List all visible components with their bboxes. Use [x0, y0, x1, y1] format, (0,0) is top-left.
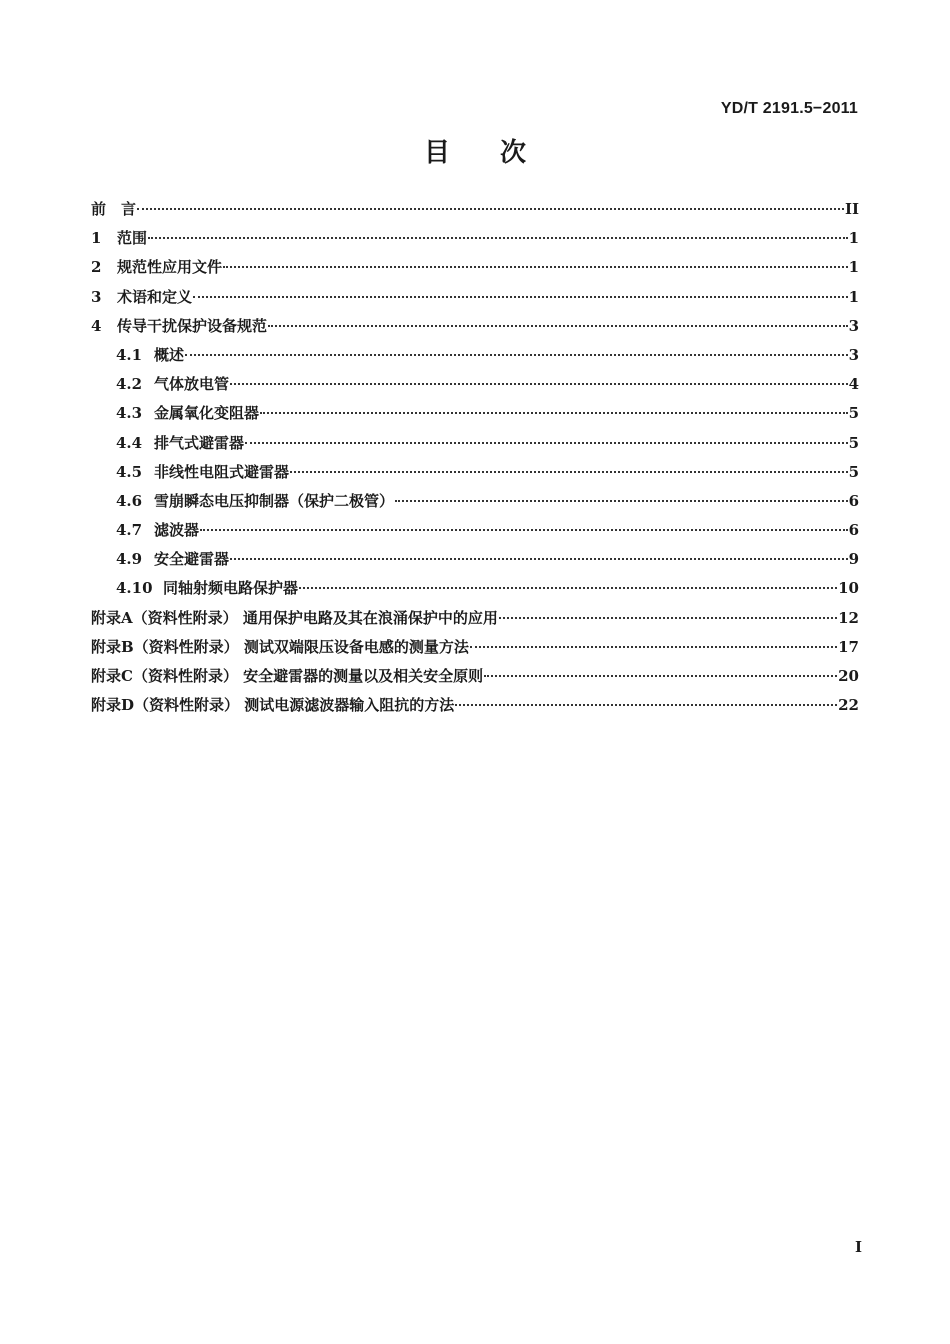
toc-entry-4[interactable]: [91, 315, 859, 344]
toc-leader: [499, 617, 837, 619]
toc-entry-page: 22: [838, 696, 859, 715]
toc-entry-page: 6: [848, 521, 859, 540]
toc-leader: [299, 587, 837, 589]
toc-entry-appendix-b[interactable]: [91, 636, 859, 665]
toc-entry-label: 排气式避雷器: [154, 433, 245, 452]
toc-entry-number: 2: [91, 258, 102, 277]
page-title-char-2: 次: [500, 138, 527, 168]
toc-entry-appendix-d[interactable]: [91, 694, 859, 723]
toc-entry-number: 4.10: [116, 579, 153, 598]
toc-entry-page: 3: [848, 316, 859, 335]
toc-entry-number: 4.9: [116, 550, 143, 569]
toc-entry-number: 4: [91, 316, 102, 335]
page-title-char-1: 目: [423, 138, 450, 168]
toc-entry-page: 17: [838, 637, 859, 656]
toc-entry-4-5[interactable]: [91, 461, 859, 490]
toc-entry-appendix-a[interactable]: [91, 607, 859, 636]
toc-entry-label: 气体放电管: [154, 375, 230, 394]
toc-entry-page: 5: [848, 404, 859, 423]
page-number: I: [854, 1238, 862, 1256]
standard-code: YD/T 2191.5−2011: [720, 100, 858, 117]
toc-entry-label: 附录C（资料性附录） 安全避雷器的测量以及相关安全原则: [91, 667, 484, 685]
toc-leader: [484, 675, 837, 677]
toc-entry-label: 同轴射频电路保护器: [163, 579, 299, 598]
toc-entry-foreword[interactable]: [91, 198, 859, 227]
toc-entry-page: 1: [848, 287, 859, 306]
toc-leader: [290, 471, 848, 473]
toc-entry-label: 附录D（资料性附录） 测试电源滤波器输入阻抗的方法: [91, 696, 455, 715]
toc-leader: [223, 266, 848, 268]
toc-entry-4-6[interactable]: [91, 490, 859, 519]
toc-entry-4-1[interactable]: [91, 344, 859, 373]
table-of-contents: [91, 198, 859, 723]
toc-entry-page: 6: [848, 491, 859, 510]
toc-leader: [455, 704, 837, 706]
toc-leader: [148, 237, 848, 239]
toc-entry-label: 范围: [117, 229, 148, 248]
toc-leader: [193, 296, 848, 298]
toc-entry-number: 4.3: [116, 404, 143, 423]
toc-entry-number: 4.7: [116, 521, 143, 540]
toc-entry-4-9[interactable]: [91, 548, 859, 577]
toc-entry-4-2[interactable]: [91, 373, 859, 402]
toc-entry-page: 4: [848, 375, 859, 394]
toc-entry-page: 5: [848, 433, 859, 452]
toc-entry-label: 附录A（资料性附录） 通用保护电路及其在浪涌保护中的应用: [91, 608, 498, 627]
toc-entry-number: 4.4: [116, 433, 143, 452]
toc-entry-label: 前 言: [91, 200, 137, 218]
toc-entry-number: 4.2: [116, 375, 143, 394]
toc-leader: [470, 646, 837, 648]
toc-entry-appendix-c[interactable]: [91, 665, 859, 694]
toc-leader: [230, 383, 848, 385]
toc-entry-label: 非线性电阻式避雷器: [154, 462, 290, 481]
toc-entry-1[interactable]: [91, 227, 859, 256]
toc-leader: [395, 500, 848, 502]
toc-entry-label: 规范性应用文件: [117, 258, 223, 277]
toc-entry-4-4[interactable]: [91, 432, 859, 461]
toc-leader: [137, 208, 844, 210]
toc-leader: [185, 354, 848, 356]
toc-leader: [200, 529, 848, 531]
toc-leader: [268, 325, 848, 327]
toc-entry-label: 金属氧化变阻器: [154, 404, 260, 423]
toc-entry-page: 3: [848, 345, 859, 364]
toc-entry-label: 附录B（资料性附录） 测试双端限压设备电感的测量方法: [91, 637, 469, 656]
toc-entry-label: 安全避雷器: [154, 550, 230, 569]
toc-entry-label: 雪崩瞬态电压抑制器（保护二极管）: [154, 491, 395, 510]
toc-leader: [260, 412, 848, 414]
toc-entry-page: II: [844, 200, 859, 218]
toc-entry-page: 10: [838, 579, 859, 598]
toc-entry-4-10[interactable]: [91, 577, 859, 606]
toc-entry-4-7[interactable]: [91, 519, 859, 548]
toc-leader: [230, 558, 848, 560]
toc-entry-page: 5: [848, 462, 859, 481]
toc-entry-label: 术语和定义: [117, 287, 193, 306]
toc-entry-page: 9: [848, 550, 859, 569]
toc-entry-page: 1: [848, 229, 859, 248]
page-title: [0, 132, 950, 169]
toc-entry-label: 滤波器: [154, 521, 200, 540]
toc-entry-label: 概述: [154, 345, 185, 364]
toc-entry-label: 传导干扰保护设备规范: [117, 316, 268, 335]
toc-entry-number: 3: [91, 287, 102, 306]
toc-entry-2[interactable]: [91, 256, 859, 285]
toc-entry-page: 20: [838, 667, 859, 685]
toc-entry-number: 4.6: [116, 491, 143, 510]
toc-entry-4-3[interactable]: [91, 402, 859, 431]
toc-entry-page: 12: [838, 608, 859, 627]
toc-entry-number: 4.1: [116, 345, 143, 364]
toc-entry-number: 1: [91, 229, 102, 248]
toc-leader: [245, 442, 848, 444]
toc-entry-page: 1: [848, 258, 859, 277]
toc-entry-3[interactable]: [91, 286, 859, 315]
toc-entry-number: 4.5: [116, 462, 143, 481]
